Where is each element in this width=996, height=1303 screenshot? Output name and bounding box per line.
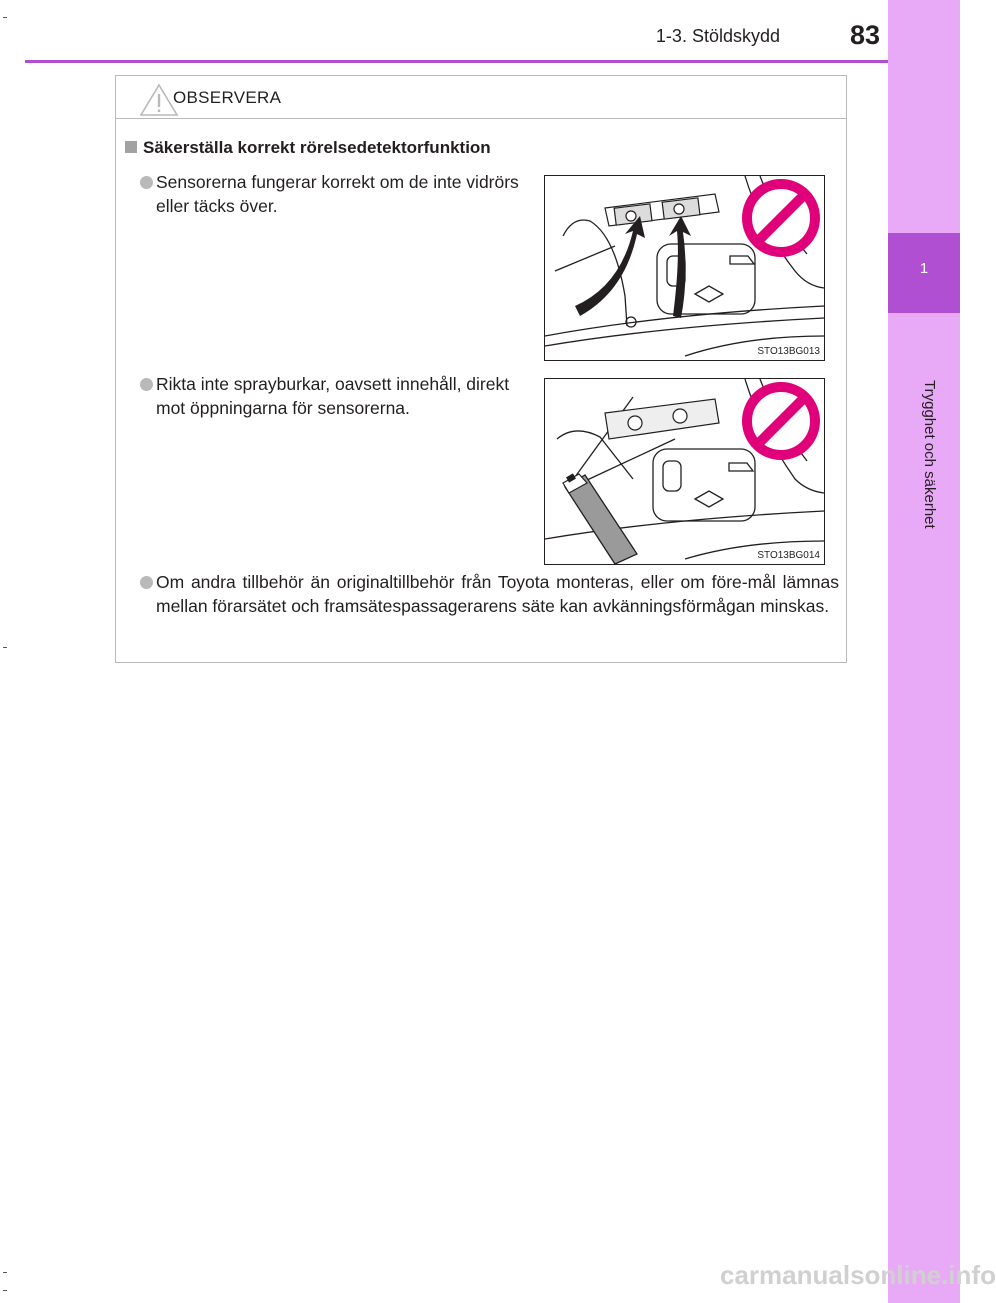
- crop-mark: [3, 1290, 7, 1291]
- bullet-text: Sensorerna fungerar korrekt om de inte vidrörs eller täcks över.: [156, 172, 519, 216]
- crop-mark: [3, 1272, 7, 1273]
- page-number: 83: [849, 20, 880, 50]
- spray-can-icon: [563, 473, 637, 564]
- chapter-number: 1: [888, 233, 960, 313]
- sensor-cover-illustration: [545, 176, 824, 360]
- figure-covered-sensors: [544, 175, 825, 361]
- header-rule: [25, 60, 888, 63]
- subheading-text: Säkerställa korrekt rörelsedetektorfunktion: [143, 138, 491, 157]
- bullet-text: Rikta inte sprayburkar, oavsett innehåll, direkt mot öppningarna för sensorerna.: [156, 374, 510, 418]
- section-title: 1-3. Stöldskydd: [655, 26, 780, 46]
- caution-header: [116, 76, 846, 119]
- watermark: carmanualsonline.info: [720, 1260, 996, 1290]
- subheading: [125, 138, 491, 158]
- prohibited-sign-icon: [747, 184, 815, 252]
- crop-mark: [3, 647, 7, 648]
- figure-spray-can: [544, 378, 825, 565]
- caution-box: [115, 75, 847, 663]
- chapter-tab-strip: [888, 0, 960, 1303]
- bullet-dot-icon: [140, 176, 153, 189]
- square-bullet-icon: [125, 141, 137, 153]
- figure-code: STO13BG014: [757, 550, 820, 561]
- prohibited-sign-icon: [747, 387, 815, 455]
- caution-label: OBSERVERA: [173, 88, 282, 107]
- spray-can-illustration: [545, 379, 824, 564]
- figure-code: STO13BG013: [757, 346, 820, 357]
- bullet-dot-icon: [140, 576, 153, 589]
- crop-mark: [3, 17, 7, 18]
- chapter-title: Trygghet och säkerhet: [921, 380, 938, 529]
- bullet-text: Om andra tillbehör än originaltillbehör från Toyota monteras, eller om före-mål lämnas mellan förarsätet och framsätespassagerarens säte kan avkänningsförmågan minskas.: [156, 572, 839, 616]
- bullet-dot-icon: [140, 378, 153, 391]
